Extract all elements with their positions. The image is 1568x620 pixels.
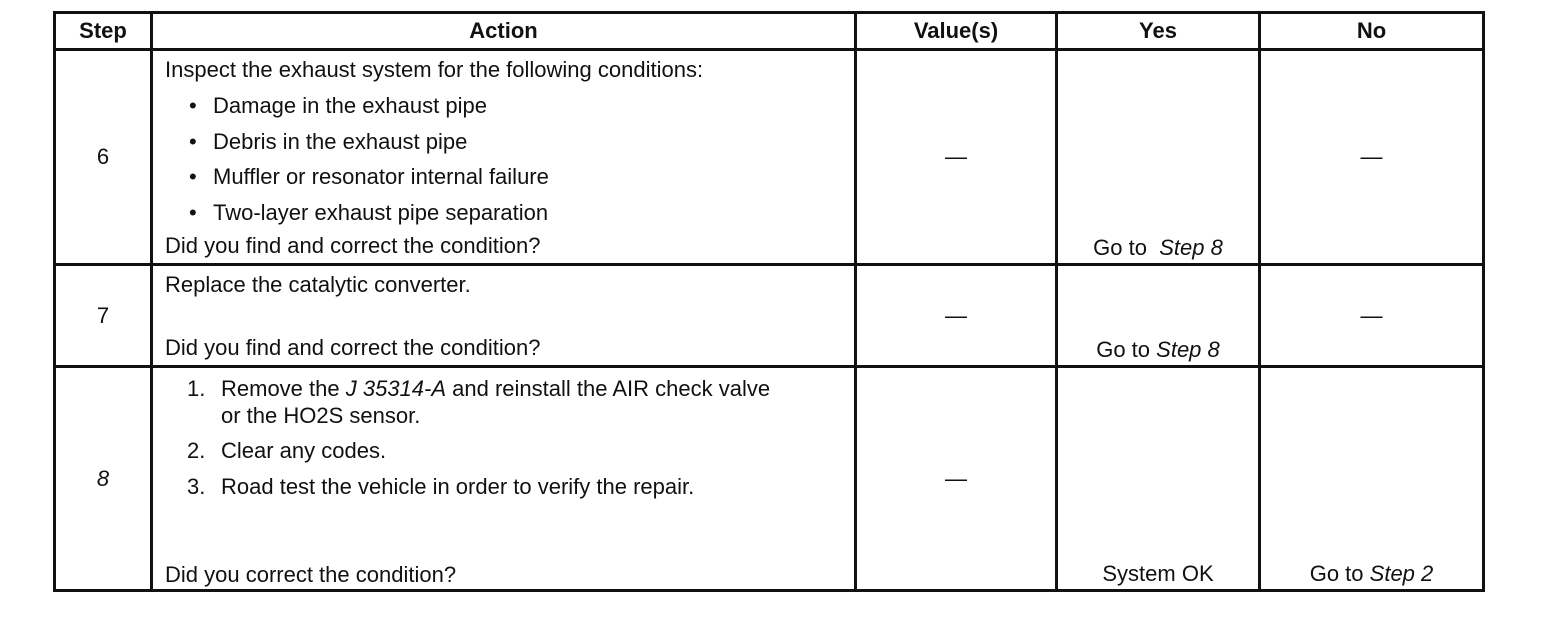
yes-text: Go to Step 8 [1096,337,1220,362]
diagnostic-table [53,11,1485,592]
value-cell [856,265,1057,367]
header-row [55,13,1484,50]
no-cell [1260,265,1484,367]
procedure-list [165,375,805,500]
value-cell [856,367,1057,591]
yes-cell [1057,367,1260,591]
action-question: Did you find and correct the condition? [165,233,541,258]
action-cell [152,367,856,591]
list-item: 1. Remove the J 35314-A and reinstall the AIR check valve or the HO2S sensor. [187,376,771,428]
step-number: 7 [96,302,110,328]
list-item: • Debris in the exhaust pipe [165,124,549,160]
action-question: Did you find and correct the condition? [165,335,541,360]
tool-reference: J 35314-A [345,376,447,401]
no-text: — [1360,302,1383,328]
step-cell [55,50,152,265]
step-link[interactable]: Step 8 [1159,235,1223,260]
header-no: No [1260,13,1484,50]
no-text: — [1360,144,1383,169]
step-cell [55,265,152,367]
bullet-icon: • [189,164,197,189]
value-text: — [945,465,967,491]
no-cell [1260,367,1484,591]
action-question: Did you correct the condition? [165,562,457,587]
no-cell [1260,50,1484,265]
action-cell [152,50,856,265]
bullet-icon: • [189,199,197,225]
list-item: 2. Clear any codes. [187,438,387,463]
table-row [55,265,1484,367]
table-row [55,367,1484,591]
step-number: 6 [96,144,110,169]
list-item: • Muffler or resonator internal failure [165,159,549,195]
step-link[interactable]: Step 8 [1156,337,1220,362]
step-cell [55,367,152,591]
step-number: 8 [96,465,110,491]
no-text: Go to Step 2 [1309,561,1434,586]
yes-cell [1057,265,1260,367]
bullet-icon: • [189,128,197,154]
yes-cell [1057,50,1260,265]
yes-text: System OK [1102,561,1214,586]
list-item: 3. Road test the vehicle in order to verify the repair. [187,474,695,499]
header-values: Value(s) [856,13,1057,50]
header-step: Step [55,13,152,50]
table-row [55,50,1484,265]
value-text: — [945,144,967,169]
bullet-icon: • [189,93,197,118]
action-intro: Inspect the exhaust system for the following conditions: [165,57,704,82]
value-text: — [945,302,967,328]
step-link[interactable]: Step 2 [1369,561,1434,586]
list-item: • Damage in the exhaust pipe [165,88,549,124]
header-action: Action [152,13,856,50]
header-yes: Yes [1057,13,1260,50]
list-item: • Two-layer exhaust pipe separation [165,195,549,231]
yes-text: Go to Step 8 [1093,235,1223,260]
condition-list [165,88,549,230]
action-cell [152,265,856,367]
action-intro: Replace the catalytic converter. [165,272,471,297]
value-cell [856,50,1057,265]
